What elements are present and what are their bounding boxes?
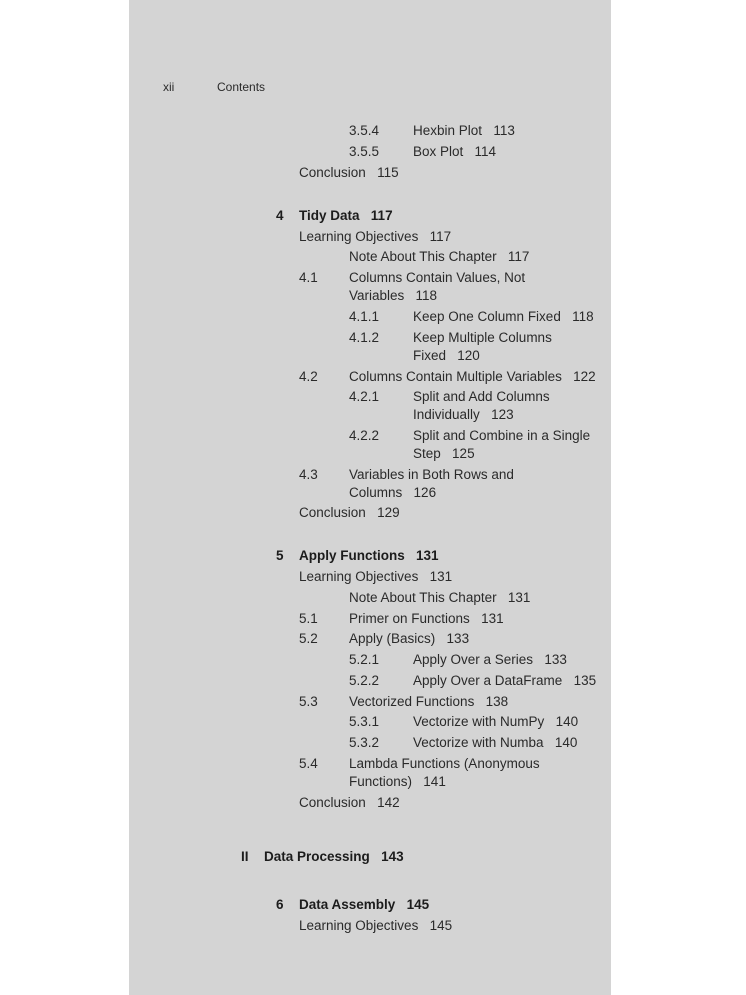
toc-entry-learning-objectives-ch6[interactable]: Learning Objectives 145	[299, 918, 453, 933]
toc-entry-note-ch4[interactable]: Note About This Chapter 117	[349, 249, 530, 264]
section-number: 5.4	[299, 756, 318, 771]
section-number: 5.3.1	[349, 714, 380, 729]
section-number: 4.1.2	[349, 330, 380, 345]
toc-entry-conclusion-ch4[interactable]: Conclusion 129	[299, 505, 400, 520]
toc-entry-apply-over-dataframe[interactable]: Apply Over a DataFrame 135	[413, 673, 597, 688]
chapter-number: 5	[276, 548, 284, 563]
part-number: II	[241, 849, 249, 864]
toc-chapter-data-assembly[interactable]: Data Assembly 145	[299, 897, 430, 912]
toc-entry-split-and-combine[interactable]: Split and Combine in a Single Step 125	[413, 428, 591, 461]
toc-entry-variables-in-rows-and-columns[interactable]: Variables in Both Rows and Columns 126	[349, 467, 514, 500]
toc-entry-columns-contain-values[interactable]: Columns Contain Values, Not Variables 118	[349, 270, 526, 303]
section-number: 3.5.5	[349, 144, 380, 159]
toc-entry-lambda-functions[interactable]: Lambda Functions (Anonymous Functions) 141	[349, 756, 540, 789]
section-number: 5.3.2	[349, 735, 380, 750]
section-number: 3.5.4	[349, 123, 380, 138]
section-number: 4.1	[299, 270, 318, 285]
toc-entry-conclusion-ch5[interactable]: Conclusion 142	[299, 795, 400, 810]
toc-entry-learning-objectives-ch5[interactable]: Learning Objectives 131	[299, 569, 453, 584]
section-number: 4.3	[299, 467, 318, 482]
page-number: xii	[163, 80, 175, 94]
toc-entry-primer-on-functions[interactable]: Primer on Functions 131	[349, 611, 504, 626]
toc-entry-note-ch5[interactable]: Note About This Chapter 131	[349, 590, 531, 605]
toc-entry-box-plot[interactable]: Box Plot 114	[413, 144, 497, 159]
toc-entry-columns-contain-multiple-variables[interactable]: Columns Contain Multiple Variables 122	[349, 369, 596, 384]
section-number: 5.2	[299, 631, 318, 646]
section-number: 4.2.1	[349, 389, 380, 404]
section-number: 4.1.1	[349, 309, 380, 324]
section-number: 5.3	[299, 694, 318, 709]
toc-entry-learning-objectives-ch4[interactable]: Learning Objectives 117	[299, 229, 452, 244]
section-number: 5.1	[299, 611, 318, 626]
section-number: 5.2.1	[349, 652, 380, 667]
section-number: 4.2	[299, 369, 318, 384]
running-title: Contents	[217, 80, 266, 94]
toc-entry-hexbin-plot[interactable]: Hexbin Plot 113	[413, 123, 515, 138]
toc-chapter-tidy-data[interactable]: Tidy Data 117	[299, 208, 393, 223]
toc-entry-vectorize-numpy[interactable]: Vectorize with NumPy 140	[413, 714, 579, 729]
section-number: 4.2.2	[349, 428, 380, 443]
toc-entry-keep-multiple-columns-fixed[interactable]: Keep Multiple Columns Fixed 120	[413, 330, 552, 363]
chapter-number: 4	[276, 208, 284, 223]
toc-entry-conclusion-ch3[interactable]: Conclusion 115	[299, 165, 399, 180]
toc-entry-apply-over-series[interactable]: Apply Over a Series 133	[413, 652, 567, 667]
toc-entry-vectorized-functions[interactable]: Vectorized Functions 138	[349, 694, 509, 709]
toc-entry-vectorize-numba[interactable]: Vectorize with Numba 140	[413, 735, 578, 750]
toc-chapter-apply-functions[interactable]: Apply Functions 131	[299, 548, 439, 563]
toc-part-data-processing[interactable]: Data Processing 143	[264, 849, 404, 864]
toc-entry-split-and-add-columns[interactable]: Split and Add Columns Individually 123	[413, 389, 550, 422]
toc-entry-apply-basics[interactable]: Apply (Basics) 133	[349, 631, 470, 646]
chapter-number: 6	[276, 897, 284, 912]
toc-entry-keep-one-column-fixed[interactable]: Keep One Column Fixed 118	[413, 309, 594, 324]
section-number: 5.2.2	[349, 673, 380, 688]
